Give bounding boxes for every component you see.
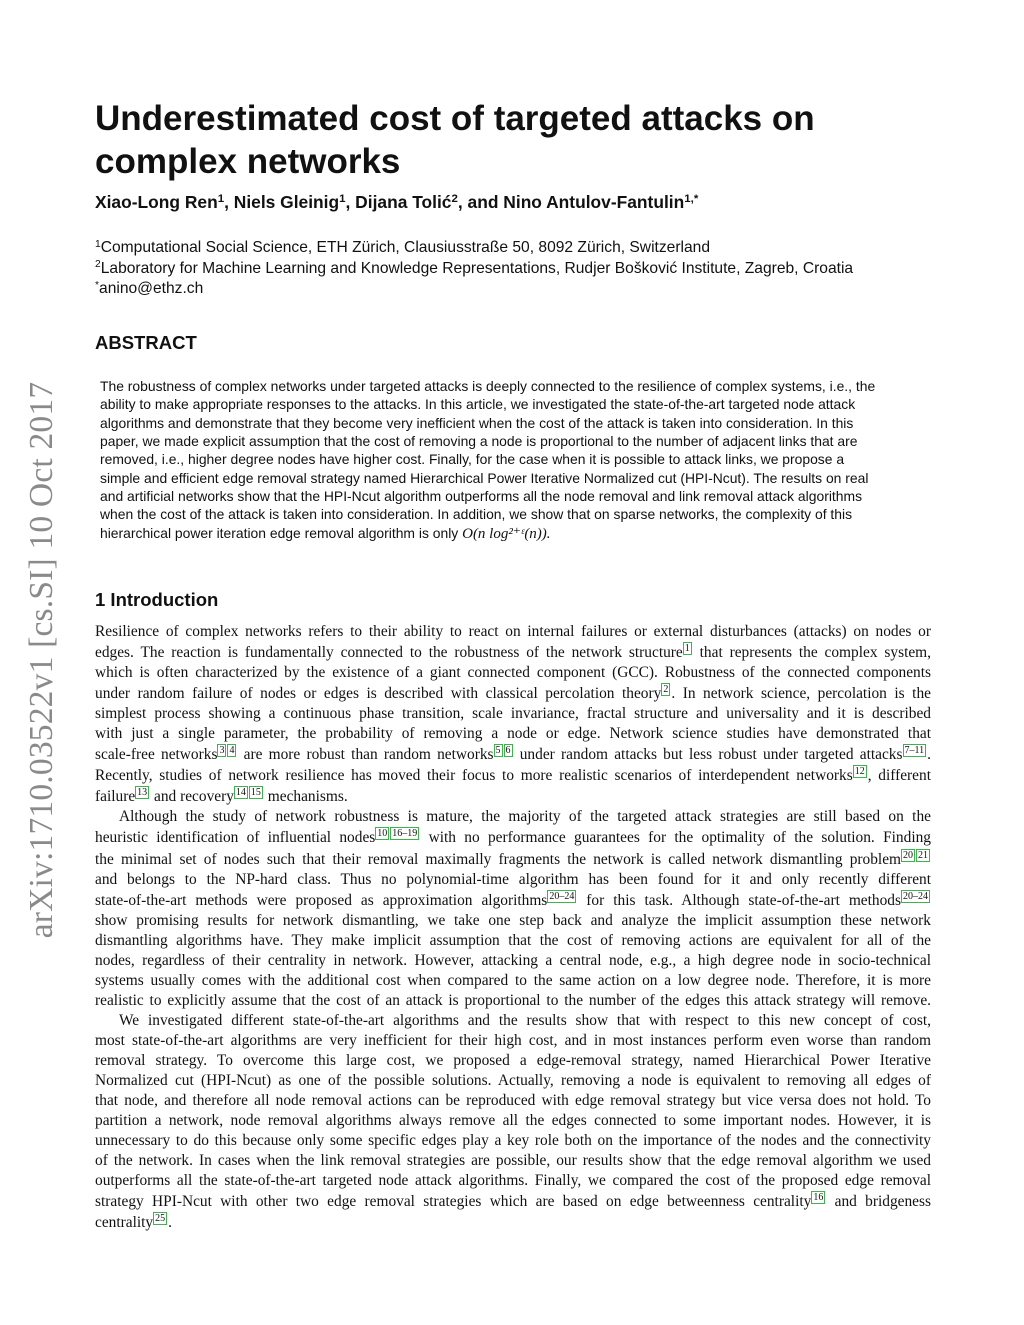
section-heading-introduction: 1 Introduction: [95, 589, 219, 610]
abstract-text: paper, we made explicit assumption that the cost of removing a node is proportional to the number of adjacent links that are: [100, 433, 858, 450]
intro-line: [95, 971, 931, 991]
intro-text: removal strategy. To overcome this large cost, we proposed a edge-removal strategy, named Hierarchical Power Iterative: [95, 1051, 931, 1069]
intro-text: strategy HPI-Ncut with other two edge removal strategies which are based on edge betweenness centrality: [95, 1193, 812, 1211]
abstract-text: simple and efficient edge removal strategy named Hierarchical Power Iterative Normalized cut (HPI-Ncut). The results on real: [100, 469, 869, 486]
intro-line: [95, 724, 931, 744]
abstract-line: [100, 505, 926, 523]
citation-link[interactable]: 20: [903, 849, 913, 861]
citation-link[interactable]: 4: [229, 745, 235, 757]
intro-line: [95, 663, 931, 683]
intro-line: [95, 911, 931, 931]
abstract-text: The robustness of complex networks under targeted attacks is deeply connected to the resilience of complex systems, i.e., the: [100, 378, 876, 394]
intro-text: scale-free networks: [95, 746, 218, 764]
affiliation-mark: *: [95, 279, 100, 291]
author-name: Nino Antulov-Fantulin: [503, 192, 685, 212]
intro-line: [95, 1151, 931, 1171]
intro-text: for this task. Although state-of-the-art methods: [577, 891, 901, 909]
complexity-formula: O(n log²⁺ᵋ(n)).: [462, 525, 551, 542]
intro-text: show promising results for network dismantling, we take one step back and analyze the implicit assumption these network: [95, 911, 931, 929]
intro-text: edges. The reaction is fundamentally connected to the robustness of the network structure: [95, 644, 683, 662]
arxiv-identifier: arXiv:1710.03522v1 [cs.SI] 10 Oct 2017: [23, 381, 60, 939]
author-separator: ,: [224, 192, 234, 212]
intro-text: .: [927, 746, 931, 764]
intro-line: [95, 1131, 931, 1151]
author-name: Xiao-Long Ren: [95, 192, 218, 212]
intro-text: mechanisms.: [263, 788, 348, 806]
paper-title: Underestimated cost of targeted attacks on complex networks: [95, 99, 815, 181]
intro-text: of the network. In cases when the link removal strategies are possible, our results show that the edge removal algorithm we used: [95, 1152, 931, 1170]
affiliation-line: [95, 259, 975, 280]
author-affiliation-mark: 1,*: [684, 193, 699, 206]
intro-text: which is often characterized by the existence of a giant connected component (GCC). Robustness of the connected components: [95, 664, 931, 682]
affiliation-line: [95, 238, 975, 259]
citation-link[interactable]: 2: [663, 684, 669, 696]
intro-text: and bridgeness: [826, 1193, 931, 1211]
abstract-line: [100, 377, 926, 395]
intro-text: state-of-the-art methods were proposed as approximation algorithms: [95, 891, 548, 909]
intro-text: the minimal set of nodes such that their removal maximally fragments the network is called network dismantling problem: [95, 850, 901, 868]
intro-line: [95, 991, 931, 1011]
intro-line: [95, 704, 931, 724]
intro-line: [95, 931, 931, 951]
affiliation-list: [95, 238, 975, 300]
intro-line: [95, 1191, 931, 1212]
affiliation-text: Laboratory for Machine Learning and Knowledge Representations, Rudjer Bošković Institute, Zagreb, Croatia: [100, 259, 854, 277]
citation-link[interactable]: 20–24: [549, 890, 575, 902]
intro-text: . In network science, percolation is the: [671, 685, 931, 703]
abstract-text: removed, i.e., higher degree nodes have higher cost. Finally, for the case when it is possible to attack links, we propose a: [100, 451, 845, 468]
intro-line: [95, 683, 931, 704]
abstract-line: [100, 450, 926, 468]
affiliation-text: anino@ethz.ch: [99, 280, 204, 297]
intro-text: under random failure of nodes or edges is described with classical percolation theory: [95, 685, 662, 703]
intro-line: [95, 1111, 931, 1131]
intro-text: that node, and therefore all node removal actions can be reproduced with edge removal strategy but vice versa does not hold. To: [95, 1092, 931, 1110]
abstract-line: [100, 395, 926, 413]
citation-link[interactable]: 10: [377, 828, 388, 840]
intro-text: Recently, studies of network resilience has moved their focus to more realistic scenarios of interdependent networks: [95, 767, 853, 785]
affiliation-mark: 2: [95, 259, 101, 271]
author-separator: ,: [345, 192, 356, 212]
intro-line: [95, 622, 931, 642]
abstract-line: [100, 414, 926, 432]
introduction-body: [95, 622, 931, 1233]
intro-line: [95, 849, 931, 870]
citation-link[interactable]: 15: [250, 787, 261, 799]
intro-line: [95, 744, 931, 765]
intro-text: and recovery: [150, 788, 234, 806]
citation-link[interactable]: 20–24: [903, 890, 928, 902]
citation-link[interactable]: 13: [137, 787, 148, 799]
citation-link[interactable]: 14: [235, 787, 246, 799]
intro-text: with just a single parameter, the probability of removing a node or edge. Network science studies have demonstrated that: [95, 725, 931, 743]
intro-text: Normalized cut (HPI-Ncut) as one of the possible solutions. Actually, removing a node is equivalent to removing all edges of: [95, 1072, 931, 1090]
citation-link[interactable]: 16: [813, 1192, 824, 1204]
intro-line: [95, 807, 931, 827]
author-affiliation-mark: 1: [339, 193, 346, 206]
abstract-text: and artificial networks show that the HPI-Ncut algorithm outperforms all the node removal and link removal attack algorithms: [100, 488, 863, 505]
abstract-line: [100, 469, 926, 487]
citation-link[interactable]: 5: [495, 745, 501, 757]
intro-line: [95, 827, 931, 848]
arxiv-sidebar: [14, 370, 70, 950]
intro-text: systems usually comes with the additional cost when compared to the same action on a low degree node. Therefore, it is more: [95, 971, 931, 989]
intro-text: We investigated different state-of-the-art algorithms and the results show that with respect to this new concept of cost,: [119, 1011, 931, 1029]
citation-link[interactable]: 3: [219, 745, 225, 757]
citation-link[interactable]: 1: [684, 643, 690, 655]
abstract-text: ability to make appropriate responses to the attacks. In this article, we investigated the state-of-the-art targeted node attack: [100, 396, 856, 413]
intro-text: Although the study of network robustness is mature, the majority of the targeted attack strategies are still based on the: [119, 808, 931, 826]
intro-line: [95, 951, 931, 971]
intro-line: [95, 1051, 931, 1071]
citation-link[interactable]: 7–11: [904, 745, 925, 757]
citation-link[interactable]: 12: [854, 766, 865, 778]
abstract-heading: ABSTRACT: [95, 332, 197, 353]
intro-text: that represents the complex system,: [692, 644, 931, 662]
intro-line: [95, 642, 931, 663]
intro-text: failure: [95, 788, 136, 806]
intro-text: nodes, regardless of their centrality in network. However, attacking a central node, e.g., a high degree node in socio-technical: [95, 951, 931, 969]
intro-text: simplest process showing a continuous phase transition, scale invariance, fractal structure and universality and it is described: [95, 705, 931, 723]
intro-line: [95, 786, 931, 807]
intro-text: realistic to explicitly assume that the cost of an attack is proportional to the number of the edges this attack strategy will remove.: [95, 991, 931, 1009]
intro-line: [95, 870, 931, 890]
abstract-line: [100, 487, 926, 505]
intro-line: [95, 1212, 931, 1233]
intro-line: [95, 1171, 931, 1191]
intro-text: and belongs to the NP-hard class. Thus no polynomial-time algorithm has been found for it and only recently different: [95, 870, 931, 888]
intro-text: under random attacks but less robust under targeted attacks: [513, 746, 903, 764]
affiliation-text: Computational Social Science, ETH Zürich, Clausiusstraße 50, 8092 Zürich, Switzerland: [100, 239, 711, 256]
affiliation-line: [95, 279, 975, 300]
intro-text: .: [168, 1214, 172, 1232]
intro-text: with no performance guarantees for the optimality of the solution. Finding: [420, 829, 931, 847]
author-affiliation-mark: 1: [217, 193, 225, 206]
intro-text: Resilience of complex networks refers to their ability to react on internal failures or external disturbances (attacks) on nodes or: [95, 623, 931, 640]
citation-link[interactable]: 16–19: [392, 828, 418, 840]
intro-text: , different: [867, 767, 931, 785]
author-affiliation-mark: 2: [451, 193, 458, 206]
abstract-text: when the cost of the attack is taken into consideration. In addition, we show that on sparse networks, the complexity of this: [100, 506, 853, 523]
intro-text: most state-of-the-art algorithms are very inefficient for their high cost, and in most instances perform even worse than random: [95, 1031, 931, 1049]
citation-link[interactable]: 21: [918, 849, 928, 861]
author-list: [95, 190, 955, 214]
citation-link[interactable]: 6: [505, 745, 511, 757]
intro-line: [95, 1031, 931, 1051]
intro-text: unnecessary to do this because only some specific edges play a key role both on the importance of the nodes and the connectivity: [95, 1132, 931, 1150]
affiliation-mark: 1: [95, 238, 101, 250]
intro-line: [95, 1011, 931, 1031]
intro-line: [95, 765, 931, 786]
abstract-text: hierarchical power iteration edge removal algorithm is only: [100, 524, 463, 541]
intro-text: are more robust than random networks: [237, 746, 494, 764]
intro-text: heuristic identification of influential nodes: [95, 829, 376, 847]
intro-line: [95, 890, 931, 911]
intro-line: [95, 1091, 931, 1111]
author-name: Niels Gleinig: [233, 192, 340, 212]
intro-text: outperforms all the state-of-the-art targeted node attack algorithms. Finally, we compared the cost of the proposed edge removal: [95, 1172, 931, 1190]
author-separator: , and: [457, 192, 504, 212]
intro-text: dismantling algorithms have. They make implicit assumption that the cost of removing actions are equivalent for all of the: [95, 931, 931, 949]
abstract-line: [100, 524, 926, 543]
author-name: Dijana Tolić: [355, 192, 452, 212]
intro-text: partition a network, node removal algorithms always remove all the edges connected to some important nodes. However, it is: [95, 1112, 931, 1130]
citation-link[interactable]: 25: [155, 1213, 166, 1225]
abstract-line: [100, 432, 926, 450]
intro-line: [95, 1071, 931, 1091]
intro-text: centrality: [95, 1214, 154, 1232]
abstract-text: algorithms and demonstrate that they become very inefficient when the cost of the attack is taken into consideration. In this: [100, 414, 854, 431]
abstract-body: [100, 377, 926, 543]
